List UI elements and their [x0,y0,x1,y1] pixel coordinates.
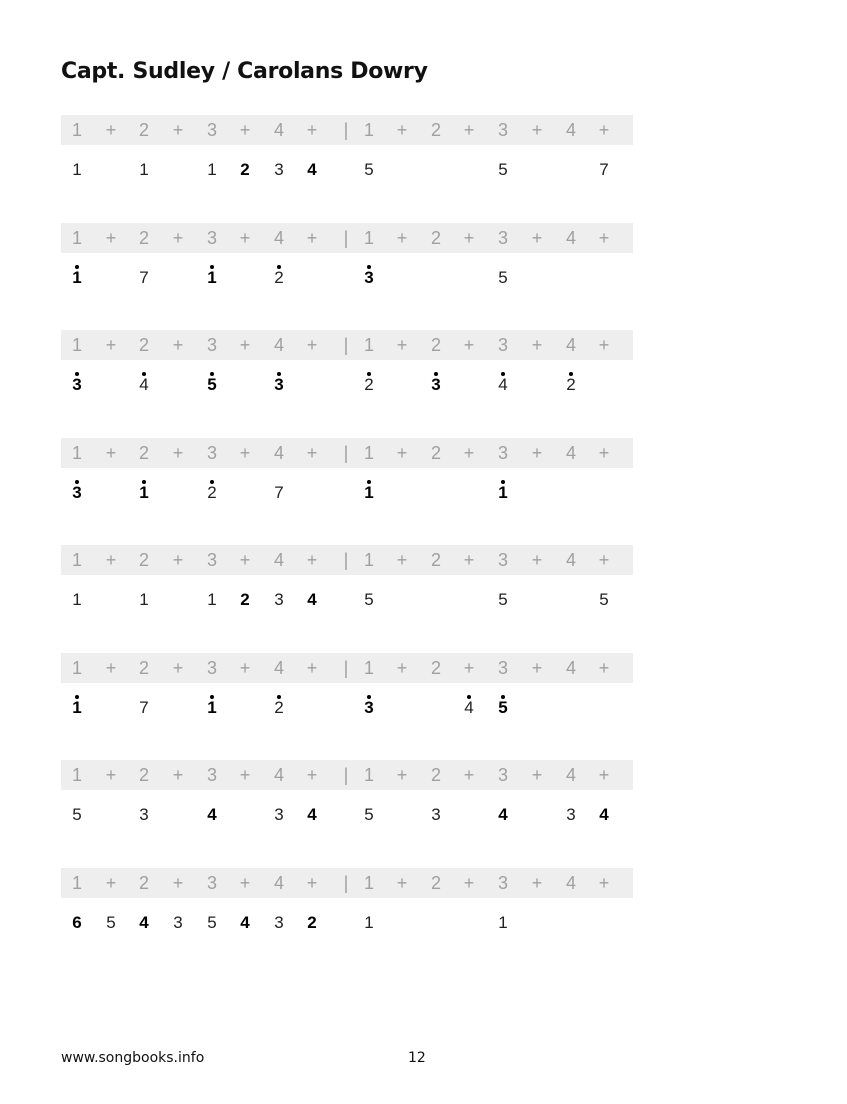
beat-label: 3 [206,765,217,785]
note-number: 3 [274,375,284,394]
beat-label: 4 [273,765,284,785]
note-number: 3 [364,267,374,287]
beat-label: 1 [363,442,374,463]
beat-label: 1 [363,550,374,570]
note [493,904,513,938]
note-number: 5 [207,375,217,394]
note [594,151,614,185]
beat-label: 3 [206,442,217,463]
beat-label: + [463,120,475,140]
beat-label: 4 [273,227,284,248]
note-number: 5 [498,590,508,609]
beat-label: + [239,442,251,463]
note-number: 5 [498,267,508,287]
beat-label: 2 [138,765,149,785]
note [134,796,154,830]
note-number: 2 [364,375,374,394]
beat-label: + [172,442,184,463]
beat-label: 3 [206,120,217,140]
beat-label: + [396,442,408,463]
note [202,474,222,508]
bar-line: | [343,120,349,140]
tab-system [61,545,633,625]
beat-label: 3 [497,335,508,355]
beat-count-row [61,868,633,898]
note-number: 3 [274,912,284,932]
note-number: 1 [498,482,508,502]
beat-label: + [598,335,610,355]
beat-label: + [463,227,475,248]
beat-label: 2 [138,227,149,248]
note-number: 3 [173,912,183,932]
beat-label: 4 [565,550,576,570]
beat-count-row [61,438,633,468]
note [67,259,87,293]
note [493,689,513,723]
bar-line: | [343,765,349,785]
beat-label: + [105,227,117,248]
note-number: 3 [274,160,284,179]
note [359,259,379,293]
note [269,259,289,293]
beat-label: 1 [71,442,82,463]
beat-label: + [239,657,251,678]
beat-label: + [396,765,408,785]
beat-label: + [239,335,251,355]
note-number: 1 [139,590,149,609]
note-number: 1 [364,482,374,502]
beat-label: 4 [273,442,284,463]
bar-line: | [343,872,349,893]
beat-label: + [598,227,610,248]
beat-label: 3 [206,657,217,678]
beat-label: 1 [71,550,82,570]
beat-label: 2 [138,550,149,570]
beat-label: + [172,872,184,893]
beat-label: + [463,765,475,785]
note-number: 1 [207,697,217,717]
beat-label: + [396,227,408,248]
beat-label: + [306,550,318,570]
beat-label: 2 [430,765,441,785]
beat-label: 3 [206,335,217,355]
beat-label: + [105,442,117,463]
note [359,474,379,508]
note-number: 3 [72,482,82,502]
note-number: 1 [72,590,82,609]
note-number: 5 [498,697,508,717]
beat-count-row [61,223,633,253]
note-number: 5 [106,912,116,932]
note [359,796,379,830]
note [269,151,289,185]
tab-system [61,868,633,948]
note [134,151,154,185]
note-number: 1 [72,267,82,287]
note [594,581,614,615]
beat-count-row [61,653,633,683]
note [302,581,322,615]
beat-label: 2 [138,442,149,463]
beat-label: 1 [363,872,374,893]
bar-line: | [343,550,349,570]
note-number: 5 [207,912,217,932]
note-number: 3 [364,697,374,717]
beat-label: 4 [565,765,576,785]
note [493,581,513,615]
note [67,366,87,400]
note [269,474,289,508]
beat-label: 2 [430,335,441,355]
beat-label: + [105,120,117,140]
beat-label: 2 [138,657,149,678]
beat-label: + [105,872,117,893]
beat-label: + [105,765,117,785]
note-number: 4 [307,590,317,609]
note [101,904,121,938]
note [302,151,322,185]
note [269,904,289,938]
note-number: 2 [240,160,250,179]
beat-label: 4 [565,335,576,355]
beat-label: + [396,550,408,570]
note-number: 5 [72,805,82,824]
note [134,366,154,400]
note-number: 2 [240,590,250,609]
footer-url: www.songbooks.info [61,1050,205,1066]
note [561,366,581,400]
beat-label: + [598,657,610,678]
note [202,581,222,615]
note-number: 3 [431,805,441,824]
note-number: 4 [498,805,508,824]
note-number: 4 [307,160,317,179]
beat-label: 3 [497,550,508,570]
beat-label: + [172,550,184,570]
beat-label: + [463,657,475,678]
bar-line: | [343,227,349,248]
note-number: 2 [207,482,217,502]
beat-label: 3 [497,765,508,785]
beat-label: + [172,227,184,248]
beat-label: 2 [138,872,149,893]
note-number: 4 [240,912,250,932]
note-number: 5 [364,590,374,609]
beat-label: 4 [565,227,576,248]
note [235,904,255,938]
note-row [61,474,633,508]
beat-label: 3 [206,227,217,248]
beat-label: + [531,765,543,785]
note [134,259,154,293]
beat-label: 1 [71,335,82,355]
note-number: 1 [72,160,82,179]
tab-system [61,223,633,303]
note [359,689,379,723]
beat-label: 4 [273,657,284,678]
beat-label: 1 [71,227,82,248]
beat-label: + [598,872,610,893]
note [202,796,222,830]
beat-label: 1 [363,335,374,355]
tab-system [61,115,633,195]
beat-label: 3 [497,227,508,248]
beat-label: + [463,550,475,570]
note-number: 3 [139,805,149,824]
note-row [61,904,633,938]
beat-label: + [172,765,184,785]
note [202,259,222,293]
tab-system [61,438,633,518]
beat-label: 4 [273,335,284,355]
note [302,796,322,830]
beat-label: 3 [206,872,217,893]
beat-label: + [463,335,475,355]
note-row [61,581,633,615]
note [359,366,379,400]
note [134,904,154,938]
page-number: 12 [408,1050,426,1066]
note-number: 1 [498,912,508,932]
beat-label: + [172,335,184,355]
note [235,581,255,615]
note-number: 3 [566,805,576,824]
beat-count-row [61,115,633,145]
beat-label: + [172,657,184,678]
note-number: 5 [599,590,609,609]
note-number: 5 [498,160,508,179]
beat-label: 4 [565,442,576,463]
beat-label: 3 [497,657,508,678]
note-number: 2 [274,697,284,717]
beat-label: + [396,657,408,678]
note-number: 5 [364,160,374,179]
page-title: Capt. Sudley / Carolans Dowry [61,59,428,84]
beat-label: + [531,657,543,678]
note-number: 4 [464,697,474,717]
beat-label: + [239,550,251,570]
beat-count-row [61,760,633,790]
note-row [61,689,633,723]
note-number: 7 [274,482,284,502]
beat-label: + [105,335,117,355]
beat-label: 1 [71,120,82,140]
note-number: 2 [274,267,284,287]
beat-label: 1 [71,765,82,785]
note-number: 1 [139,160,149,179]
beat-count-row [61,545,633,575]
beat-label: 4 [565,120,576,140]
tab-system [61,653,633,733]
beat-label: 2 [138,120,149,140]
beat-label: + [306,120,318,140]
beat-label: + [306,657,318,678]
note [359,151,379,185]
note-number: 3 [274,805,284,824]
beat-label: 2 [430,550,441,570]
beat-label: 3 [497,872,508,893]
note [202,151,222,185]
note-number: 1 [207,267,217,287]
tab-system [61,330,633,410]
beat-label: 1 [363,120,374,140]
note [459,689,479,723]
beat-label: 4 [565,657,576,678]
note-row [61,259,633,293]
bar-line: | [343,442,349,463]
note [134,689,154,723]
note-number: 5 [364,805,374,824]
note-row [61,151,633,185]
note [426,366,446,400]
beat-label: + [531,872,543,893]
note [67,796,87,830]
note-number: 7 [599,160,609,179]
note-number: 7 [139,267,149,287]
note-number: 4 [599,805,609,824]
beat-label: 1 [71,872,82,893]
beat-label: + [306,442,318,463]
beat-label: + [105,657,117,678]
note-number: 3 [431,375,441,394]
beat-label: + [463,442,475,463]
beat-label: + [239,765,251,785]
beat-label: + [105,550,117,570]
note [594,796,614,830]
beat-label: 3 [497,442,508,463]
beat-label: 4 [273,872,284,893]
note [493,151,513,185]
note [202,904,222,938]
note [67,581,87,615]
note [134,581,154,615]
note-number: 1 [72,697,82,717]
note [202,366,222,400]
beat-label: + [598,550,610,570]
beat-label: 3 [497,120,508,140]
beat-label: 4 [273,550,284,570]
beat-label: + [396,120,408,140]
beat-label: + [239,872,251,893]
beat-count-row [61,330,633,360]
beat-label: + [396,872,408,893]
note-row [61,366,633,400]
beat-label: + [306,872,318,893]
note [269,796,289,830]
note-number: 1 [139,482,149,502]
note [269,689,289,723]
beat-label: + [239,227,251,248]
beat-label: + [172,120,184,140]
note [67,904,87,938]
note [426,796,446,830]
beat-label: + [598,120,610,140]
note [561,796,581,830]
beat-label: 1 [363,657,374,678]
note-number: 1 [207,160,217,179]
note-number: 4 [498,375,508,394]
bar-line: | [343,657,349,678]
beat-label: + [531,550,543,570]
note-number: 1 [207,590,217,609]
note [493,259,513,293]
note [168,904,188,938]
note [493,366,513,400]
beat-label: 4 [273,120,284,140]
beat-label: + [531,335,543,355]
note [269,581,289,615]
note [269,366,289,400]
beat-label: + [531,227,543,248]
beat-label: 1 [71,657,82,678]
bar-line: | [343,335,349,355]
note-number: 2 [307,912,317,932]
beat-label: + [306,335,318,355]
note [235,151,255,185]
note-number: 6 [72,912,82,932]
beat-label: + [598,442,610,463]
note-number: 4 [307,805,317,824]
note [493,796,513,830]
note-number: 7 [139,697,149,717]
beat-label: + [531,442,543,463]
note [493,474,513,508]
note [134,474,154,508]
beat-label: 2 [430,120,441,140]
beat-label: + [306,765,318,785]
beat-label: 4 [565,872,576,893]
beat-label: + [306,227,318,248]
beat-label: 1 [363,227,374,248]
beat-label: 2 [430,657,441,678]
tab-system [61,760,633,840]
note [359,904,379,938]
beat-label: 2 [430,872,441,893]
beat-label: 2 [430,442,441,463]
beat-label: + [396,335,408,355]
note [67,474,87,508]
note-number: 4 [139,912,149,932]
beat-label: 3 [206,550,217,570]
note [302,904,322,938]
beat-label: + [239,120,251,140]
note-number: 4 [207,805,217,824]
beat-label: + [531,120,543,140]
beat-label: + [463,872,475,893]
beat-label: + [598,765,610,785]
note [67,689,87,723]
note-row [61,796,633,830]
note [202,689,222,723]
note-number: 3 [72,375,82,394]
note-number: 2 [566,375,576,394]
note [67,151,87,185]
beat-label: 2 [138,335,149,355]
note [359,581,379,615]
note-number: 3 [274,590,284,609]
beat-label: 1 [363,765,374,785]
note-number: 1 [364,912,374,932]
note-number: 4 [139,375,149,394]
beat-label: 2 [430,227,441,248]
